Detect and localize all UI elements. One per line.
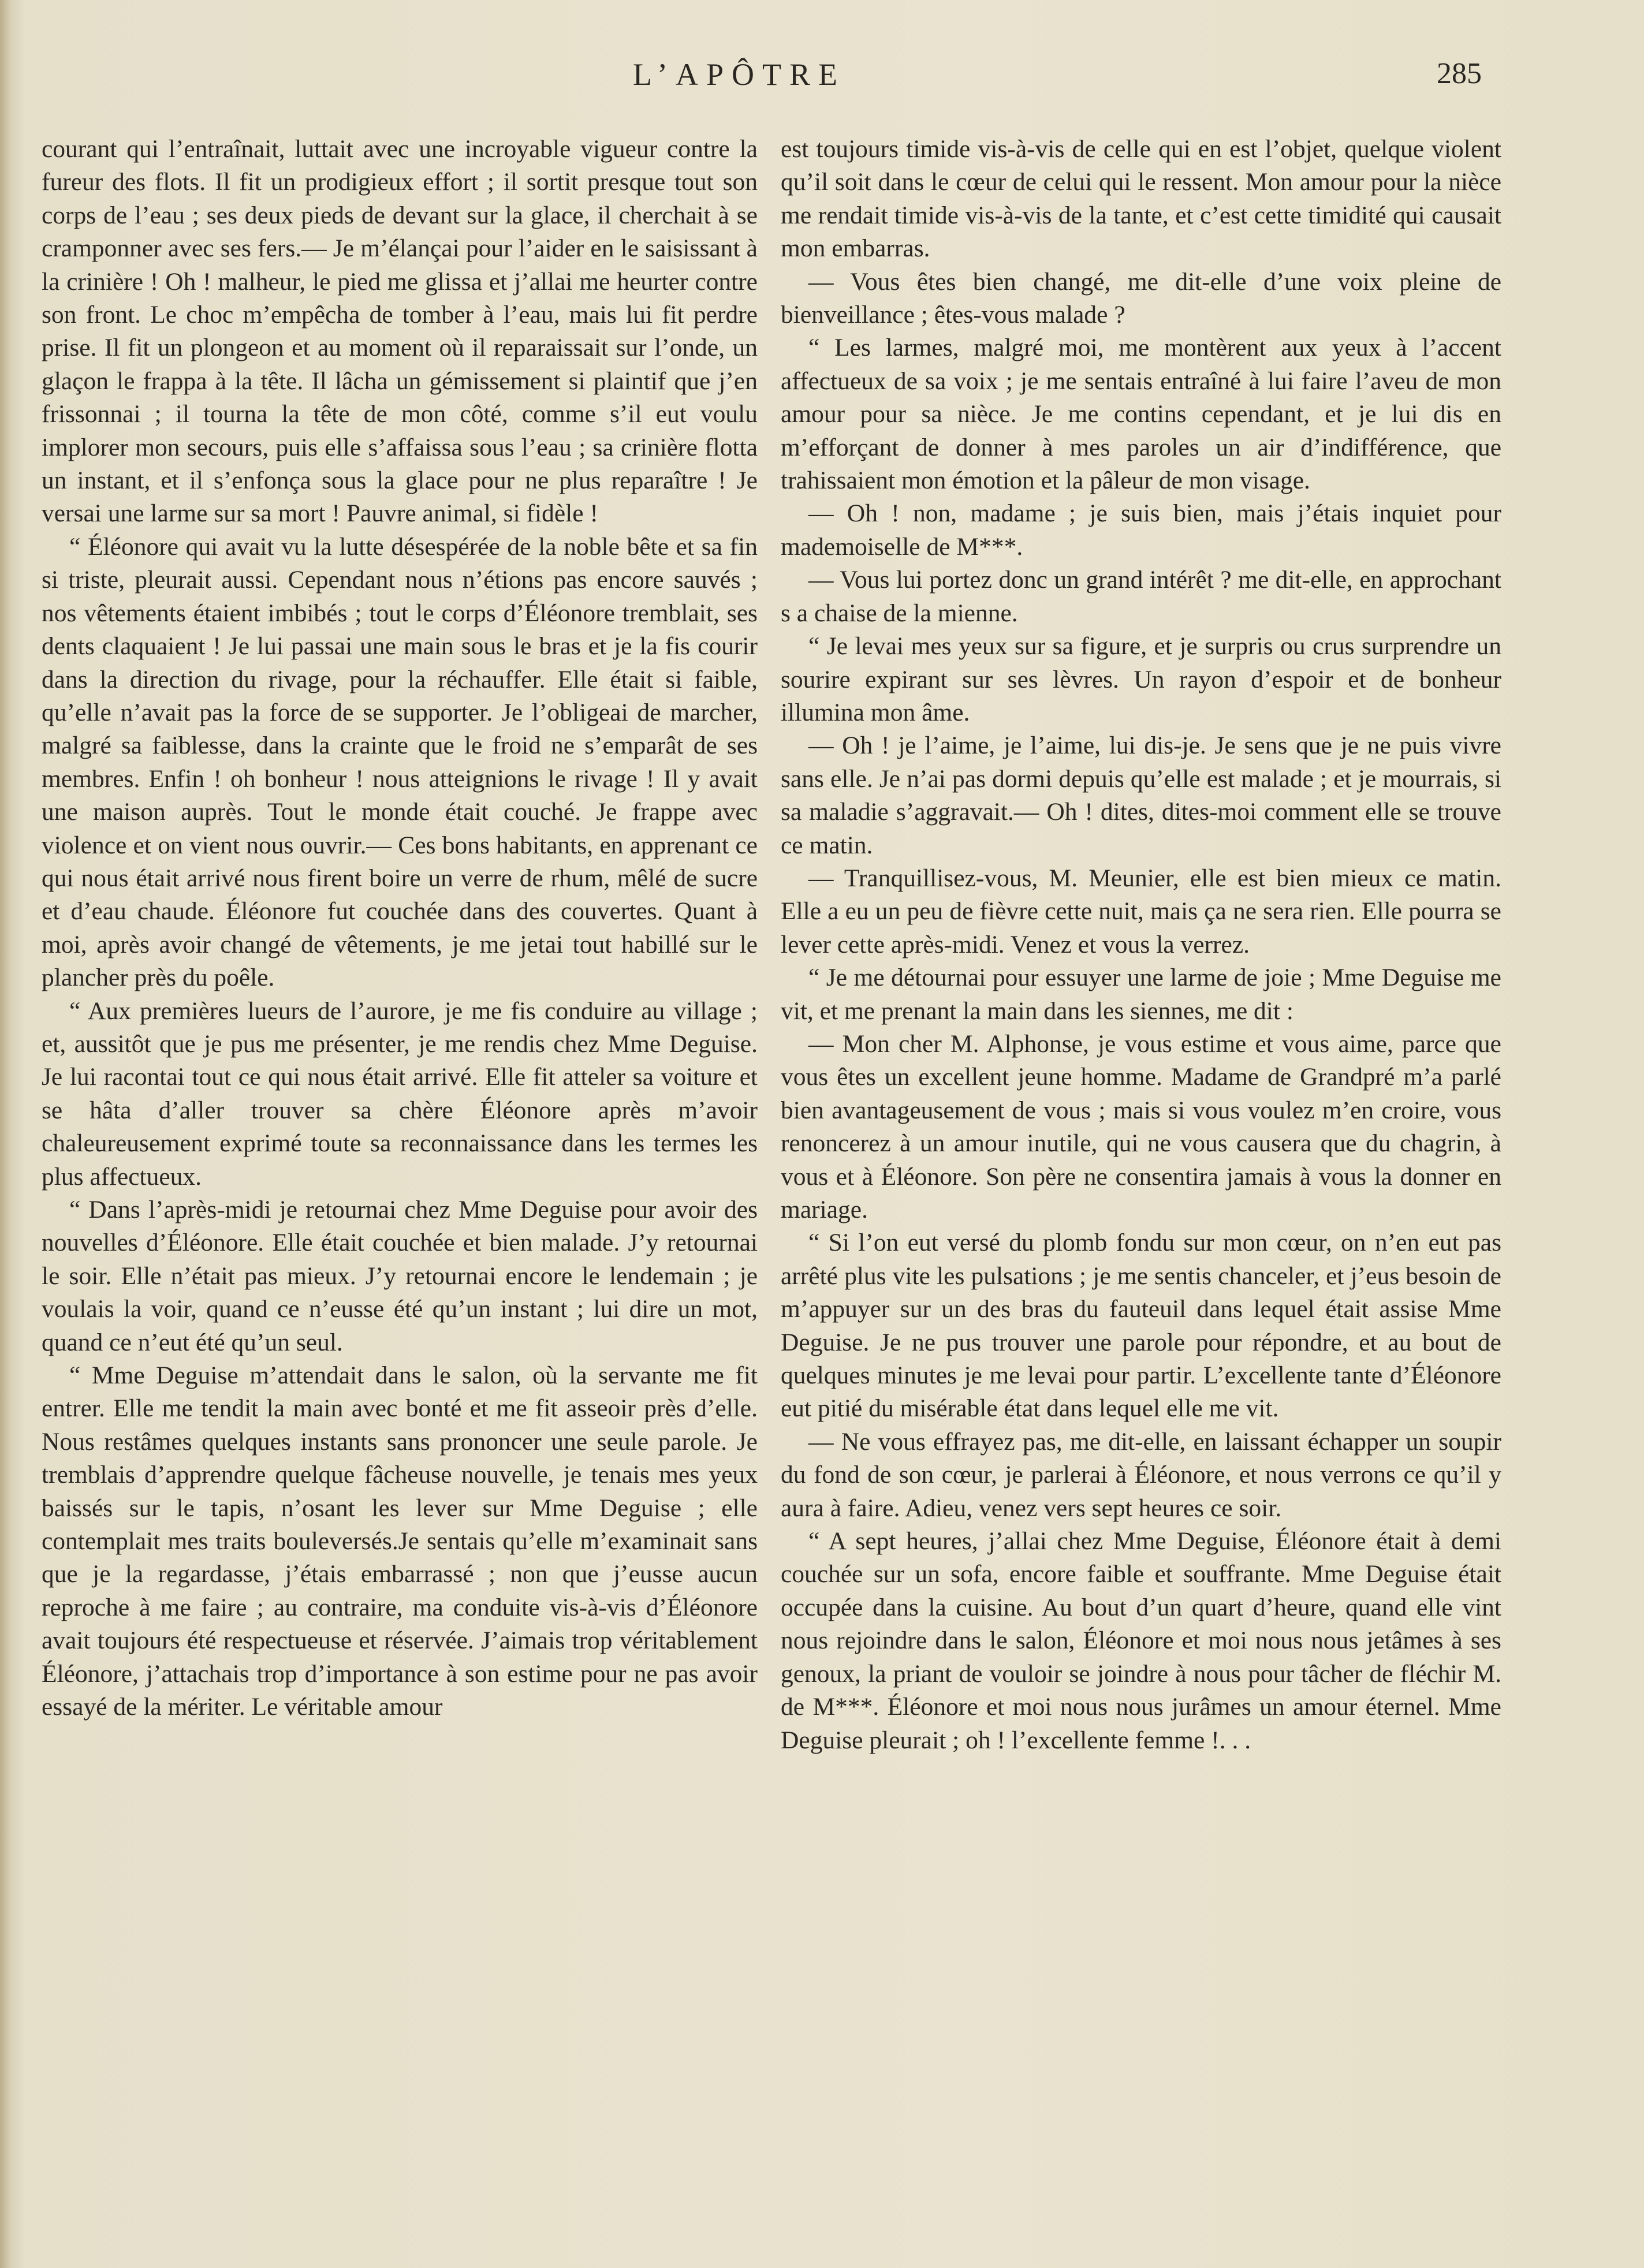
paragraph: “ Dans l’après-midi je retournai chez Mme Deguise pour avoir des nouvelles d’Éléonore. Elle était couchée et bien malade. J’y retournai le soir. Elle n’était pas mieux. J’y retournai encore le lendemain ; je voulais la voir, quand ce n’eusse été qu’un instant ; lui dire un mot, quand ce n’eut été qu’un seul. <box>42 1196 758 1356</box>
left-column <box>42 133 758 1724</box>
paragraph: “ A sept heures, j’allai chez Mme Deguise, Éléonore était à demi couchée sur un sofa, encore faible et souffrante. Mme Deguise était occupée dans la cuisine. Au bout d’un quart d’heure, quand elle vint nous rejoindre dans le salon, Éléonore et moi nous nous jetâmes à ses genoux, la priant de vouloir se joindre à nous pour tâcher de fléchir M. de M***. Éléonore et moi nous nous jurâmes un amour éternel. Mme Deguise pleurait ; oh ! l’excellente femme !. . . <box>781 1527 1501 1754</box>
paragraph: — Vous êtes bien changé, me dit-elle d’une voix pleine de bienveillance ; êtes-vous malade ? <box>781 267 1501 329</box>
paragraph: — Vous lui portez donc un grand intérêt ? me dit-elle, en approchant s a chaise de la mienne. <box>781 566 1501 627</box>
paragraph: “ Les larmes, malgré moi, me montèrent aux yeux à l’accent affectueux de sa voix ; je me sentais entraîné à lui faire l’aveu de mon amour pour sa nièce. Je me contins cependant, et je lui dis en m’efforçant de donner à mes paroles un air d’indifférence, que trahissaient mon émotion et la pâleur de mon visage. <box>781 334 1501 495</box>
paragraph: “ Je levai mes yeux sur sa figure, et je surpris ou crus surprendre un sourire expirant sur ses lèvres. Un rayon d’espoir et de bonheur illumina mon âme. <box>781 632 1501 726</box>
paragraph: “ Aux premières lueurs de l’aurore, je me fis conduire au village ; et, aussitôt que je pus me présenter, je me rendis chez Mme Deguise. Je lui racontai tout ce qui nous était arrivé. Elle fit atteler sa voiture et se hâta d’aller trouver sa chère Éléonore après m’avoir chaleureusement exprimé toute sa reconnaissance dans les termes les plus affectueux. <box>42 997 758 1191</box>
running-title: L’APÔTRE <box>633 57 846 92</box>
paragraph: “ Je me détournai pour essuyer une larme de joie ; Mme Deguise me vit, et me prenant la main dans les siennes, me dit : <box>781 964 1501 1025</box>
paragraph: — Oh ! je l’aime, je l’aime, lui dis-je. Je sens que je ne puis vivre sans elle. Je n’ai pas dormi depuis qu’elle est malade ; et je mourrais, si sa maladie s’aggravait.— Oh ! dites, dites-moi comment elle se trouve ce matin. <box>781 732 1501 859</box>
right-column <box>781 133 1501 1757</box>
page-header <box>0 57 1644 97</box>
paragraph: “ Si l’on eut versé du plomb fondu sur mon cœur, on n’en eut pas arrêté plus vite les pulsations ; je me sentis chanceler, et j’eus besoin de m’appuyer sur un des bras du fauteuil dans lequel était assise Mme Deguise. Je ne pus trouver une parole pour répondre, et au bout de quelques minutes je me levai pour partir. L’excellente tante d’Éléonore eut pitié du misérable état dans lequel elle me vit. <box>781 1229 1501 1423</box>
paragraph: courant qui l’entraînait, luttait avec une incroyable vigueur contre la fureur des flots. Il fit un prodigieux effort ; il sortit presque tout son corps de l’eau ; ses deux pieds de devant sur la glace, il cherchait à se cramponner avec ses fers.— Je m’élançai pour l’aider en le saisissant à la crinière ! Oh ! malheur, le pied me glissa et j’allai me heurter contre son front. Le choc m’empêcha de tomber à l’eau, mais lui fit perdre prise. Il fit un plongeon et au moment où il reparaissait sur l’onde, un glaçon le frappa à la tête. Il lâcha un gémissement si plaintif que j’en frissonnai ; il tourna la tête de mon côté, comme s’il eut voulu implorer mon secours, puis elle s’affaissa sous l’eau ; sa crinière flotta un instant, et il s’enfonça sous la glace pour ne plus reparaître ! Je versai une larme sur sa mort ! Pauvre animal, si fidèle ! <box>42 135 758 528</box>
paragraph: — Oh ! non, madame ; je suis bien, mais j’étais inquiet pour mademoiselle de M***. <box>781 499 1501 561</box>
paragraph: — Ne vous effrayez pas, me dit-elle, en laissant échapper un soupir du fond de son cœur, je parlerai à Éléonore, et nous verrons ce qu’il y aura à faire. Adieu, venez vers sept heures ce soir. <box>781 1427 1501 1522</box>
paragraph: — Mon cher M. Alphonse, je vous estime et vous aime, parce que vous êtes un excellent jeune homme. Madame de Grandpré m’a parlé bien avantageusement de vous ; mais si vous voulez m’en croire, vous renoncerez à un amour inutile, qui ne vous causera que du chagrin, à vous et à Éléonore. Son père ne consentira jamais à vous la donner en mariage. <box>781 1029 1501 1223</box>
paragraph: “ Mme Deguise m’attendait dans le salon, où la servante me fit entrer. Elle me tendit la main avec bonté et me fit asseoir près d’elle. Nous restâmes quelques instants sans prononcer une seule parole. Je tremblais d’apprendre quelque fâcheuse nouvelle, je tenais mes yeux baissés sur le tapis, n’osant les lever sur Mme Deguise ; elle contemplait mes traits bouleversés.Je sentais qu’elle m’examinait sans que je la regardasse, j’étais embarrassé ; non que j’eusse aucun reproche à me faire ; au contraire, ma conduite vis-à-vis d’Éléonore avait toujours été respectueuse et réservée. J’aimais trop véritablement Éléonore, j’attachais trop d’importance à son estime pour ne pas avoir essayé de la mériter. Le véritable amour <box>42 1361 758 1721</box>
paragraph: — Tranquillisez-vous, M. Meunier, elle est bien mieux ce matin. Elle a eu un peu de fièvre cette nuit, mais ça ne sera rien. Elle pourra se lever cette après-midi. Venez et vous la verrez. <box>781 864 1501 958</box>
paragraph: est toujours timide vis-à-vis de celle qui en est l’objet, quelque violent qu’il soit dans le cœur de celui qui le ressent. Mon amour pour la nièce me rendait timide vis-à-vis de la tante, et c’est cette timidité qui causait mon embarras. <box>781 135 1501 263</box>
paragraph: “ Éléonore qui avait vu la lutte désespérée de la noble bête et sa fin si triste, pleurait aussi. Cependant nous n’étions pas encore sauvés ; nos vêtements étaient imbibés ; tout le corps d’Éléonore tremblait, ses dents claquaient ! Je lui passai une main sous le bras et je la fis courir dans la direction du rivage, pour la réchauffer. Elle était si faible, qu’elle n’avait pas la force de se supporter. Je l’obligeai de marcher, malgré sa faiblesse, dans la crainte que le froid ne s’emparât de ses membres. Enfin ! oh bonheur ! nous atteignions le rivage ! Il y avait une maison auprès. Tout le monde était couché. Je frappe avec violence et on vient nous ouvrir.— Ces bons habitants, en apprenant ce qui nous était arrivé nous firent boire un verre de rhum, mêlé de sucre et d’eau chaude. Éléonore fut couchée dans des couvertes. Quant à moi, après avoir changé de vêtements, je me jetai tout habillé sur le plancher près du poêle. <box>42 532 758 992</box>
page-number: 285 <box>1437 57 1482 90</box>
